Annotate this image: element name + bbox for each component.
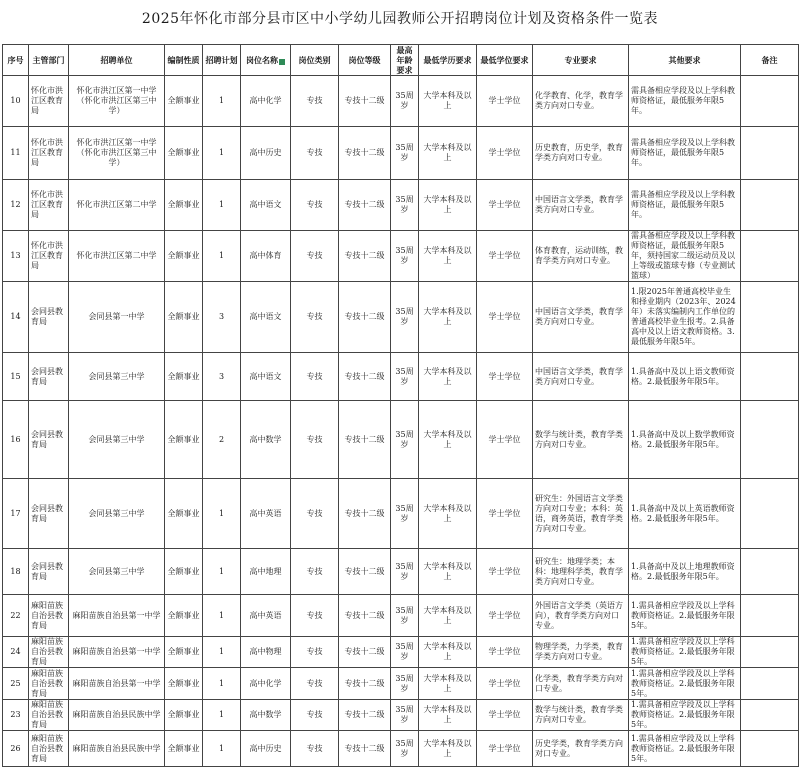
table-cell-age: 35周岁 xyxy=(391,401,419,479)
table-cell-degree: 学士学位 xyxy=(477,700,533,731)
table-cell-other: 1.需具备相应学段及以上学科教师资格证。2.最低服务年限5年。 xyxy=(629,700,741,731)
table-cell-age: 35周岁 xyxy=(391,668,419,700)
table-cell-cat: 专技 xyxy=(291,180,339,231)
table-cell-degree: 学士学位 xyxy=(477,401,533,479)
table-cell-note xyxy=(741,231,799,282)
table-cell-age: 35周岁 xyxy=(391,637,419,668)
table-cell-major: 外国语言文学类（英语方向），教育学类方向对口专业。 xyxy=(533,595,629,637)
table-cell-type: 全额事业 xyxy=(165,401,203,479)
table-cell-no: 17 xyxy=(3,479,29,549)
table-cell-age: 35周岁 xyxy=(391,231,419,282)
table-cell-unit: 麻阳苗族自治县第一中学 xyxy=(69,668,165,700)
table-cell-no: 24 xyxy=(3,637,29,668)
table-cell-other: 1.需具备相应学段及以上学科教师资格证。2.最低服务年限5年。 xyxy=(629,595,741,637)
header-cell: 招聘单位 xyxy=(69,45,165,76)
table-cell-unit: 会同县第一中学 xyxy=(69,282,165,353)
table-cell-cat: 专技 xyxy=(291,637,339,668)
table-cell-no: 10 xyxy=(3,76,29,127)
table-cell-plan: 1 xyxy=(203,731,241,767)
table-cell-dept: 怀化市洪江区教育局 xyxy=(29,231,69,282)
table-cell-type: 全额事业 xyxy=(165,479,203,549)
table-cell-plan: 1 xyxy=(203,595,241,637)
table-cell-plan: 1 xyxy=(203,231,241,282)
table-cell-level: 专技十二级 xyxy=(339,282,391,353)
table-cell-post: 高中地理 xyxy=(241,549,291,595)
table-cell-type: 全额事业 xyxy=(165,731,203,767)
table-cell-cat: 专技 xyxy=(291,76,339,127)
table-cell-level: 专技十二级 xyxy=(339,231,391,282)
table-cell-other: 1.具备高中及以上数学教师资格。2.最低服务年限5年。 xyxy=(629,401,741,479)
table-cell-dept: 怀化市洪江区教育局 xyxy=(29,127,69,180)
header-cell: 最低学位要求 xyxy=(477,45,533,76)
table-cell-edu: 大学本科及以上 xyxy=(419,231,477,282)
table-cell-edu: 大学本科及以上 xyxy=(419,479,477,549)
table-cell-note xyxy=(741,731,799,767)
table-cell-note xyxy=(741,76,799,127)
table-cell-degree: 学士学位 xyxy=(477,549,533,595)
table-cell-level: 专技十二级 xyxy=(339,700,391,731)
table-row xyxy=(3,353,799,401)
table-cell-plan: 3 xyxy=(203,353,241,401)
table-cell-no: 26 xyxy=(3,731,29,767)
table-cell-type: 全额事业 xyxy=(165,668,203,700)
table-cell-plan: 1 xyxy=(203,668,241,700)
table-cell-cat: 专技 xyxy=(291,700,339,731)
header-cell-label: 岗位名称 xyxy=(246,55,278,65)
table-cell-note xyxy=(741,595,799,637)
table-cell-note xyxy=(741,637,799,668)
table-cell-age: 35周岁 xyxy=(391,595,419,637)
table-cell-post: 高中物理 xyxy=(241,637,291,668)
table-cell-type: 全额事业 xyxy=(165,700,203,731)
table-cell-no: 11 xyxy=(3,127,29,180)
table-cell-level: 专技十二级 xyxy=(339,731,391,767)
table-cell-cat: 专技 xyxy=(291,401,339,479)
table-cell-level: 专技十二级 xyxy=(339,127,391,180)
table-cell-no: 12 xyxy=(3,180,29,231)
table-cell-post: 高中数学 xyxy=(241,700,291,731)
table-cell-degree: 学士学位 xyxy=(477,231,533,282)
table-cell-other: 1.需具备相应学段及以上学科教师资格证。2.最低服务年限5年。 xyxy=(629,668,741,700)
table-cell-unit: 会同县第三中学 xyxy=(69,401,165,479)
header-cell: 序号 xyxy=(3,45,29,76)
table-cell-level: 专技十二级 xyxy=(339,180,391,231)
table-cell-level: 专技十二级 xyxy=(339,668,391,700)
table-cell-unit: 会同县第三中学 xyxy=(69,353,165,401)
table-cell-type: 全额事业 xyxy=(165,595,203,637)
table-cell-other: 需具备相应学段及以上学科教师资格证，最低服务年限5年。 xyxy=(629,127,741,180)
table-cell-edu: 大学本科及以上 xyxy=(419,353,477,401)
table-cell-other: 1.具备高中及以上地理教师资格。2.最低服务年限5年。 xyxy=(629,549,741,595)
table-cell-dept: 麻阳苗族自治县教育局 xyxy=(29,700,69,731)
table-cell-age: 35周岁 xyxy=(391,731,419,767)
header-row xyxy=(3,45,799,76)
table-cell-post: 高中语文 xyxy=(241,282,291,353)
table-cell-post: 高中体育 xyxy=(241,231,291,282)
table-cell-age: 35周岁 xyxy=(391,353,419,401)
table-cell-note xyxy=(741,180,799,231)
table-cell-dept: 会同县教育局 xyxy=(29,479,69,549)
table-cell-dept: 怀化市洪江区教育局 xyxy=(29,76,69,127)
table-row xyxy=(3,76,799,127)
table-cell-other: 需具备相应学段及以上学科教师资格证，最低服务年限5年，须持国家二级运动员及以上等级或篮球专修（专业测试篮球） xyxy=(629,231,741,282)
header-cell: 最高年龄要求 xyxy=(391,45,419,76)
table-cell-post: 高中数学 xyxy=(241,401,291,479)
header-cell: 岗位类别 xyxy=(291,45,339,76)
table-cell-dept: 麻阳苗族自治县教育局 xyxy=(29,731,69,767)
table-cell-degree: 学士学位 xyxy=(477,668,533,700)
table-row xyxy=(3,231,799,282)
table-cell-age: 35周岁 xyxy=(391,282,419,353)
table-cell-degree: 学士学位 xyxy=(477,479,533,549)
table-cell-no: 15 xyxy=(3,353,29,401)
table-cell-degree: 学士学位 xyxy=(477,353,533,401)
table-row xyxy=(3,549,799,595)
table-cell-major: 体育教育，运动训练，教育学类方向对口专业。 xyxy=(533,231,629,282)
table-cell-no: 18 xyxy=(3,549,29,595)
table-cell-level: 专技十二级 xyxy=(339,549,391,595)
table-row xyxy=(3,401,799,479)
table-cell-plan: 1 xyxy=(203,700,241,731)
header-cell: 招聘计划 xyxy=(203,45,241,76)
header-cell: 最低学历要求 xyxy=(419,45,477,76)
table-cell-degree: 学士学位 xyxy=(477,595,533,637)
table-cell-dept: 麻阳苗族自治县教育局 xyxy=(29,668,69,700)
table-cell-cat: 专技 xyxy=(291,549,339,595)
table-cell-edu: 大学本科及以上 xyxy=(419,282,477,353)
table-cell-type: 全额事业 xyxy=(165,231,203,282)
table-cell-edu: 大学本科及以上 xyxy=(419,401,477,479)
table-cell-unit: 怀化市洪江区第一中学（怀化市洪江区第三中学） xyxy=(69,76,165,127)
table-cell-edu: 大学本科及以上 xyxy=(419,127,477,180)
table-cell-cat: 专技 xyxy=(291,231,339,282)
header-cell: 主管部门 xyxy=(29,45,69,76)
table-cell-other: 1.具备高中及以上语文教师资格。2.最低服务年限5年。 xyxy=(629,353,741,401)
table-row xyxy=(3,637,799,668)
table-cell-plan: 1 xyxy=(203,127,241,180)
table-cell-dept: 会同县教育局 xyxy=(29,401,69,479)
table-cell-edu: 大学本科及以上 xyxy=(419,180,477,231)
table-cell-unit: 怀化市洪江区第二中学 xyxy=(69,180,165,231)
table-cell-degree: 学士学位 xyxy=(477,731,533,767)
table-cell-cat: 专技 xyxy=(291,731,339,767)
table-cell-unit: 麻阳苗族自治县第一中学 xyxy=(69,595,165,637)
table-cell-cat: 专技 xyxy=(291,282,339,353)
table-cell-level: 专技十二级 xyxy=(339,595,391,637)
table-cell-major: 物理学类，力学类，教育学类方向对口专业。 xyxy=(533,637,629,668)
table-row xyxy=(3,700,799,731)
table-row xyxy=(3,479,799,549)
table-cell-edu: 大学本科及以上 xyxy=(419,668,477,700)
table-cell-age: 35周岁 xyxy=(391,479,419,549)
table-cell-level: 专技十二级 xyxy=(339,76,391,127)
table-cell-major: 研究生：外国语言文学类方向对口专业；本科：英语，商务英语，教育学类方向对口专业。 xyxy=(533,479,629,549)
table-cell-cat: 专技 xyxy=(291,595,339,637)
table-cell-post: 高中历史 xyxy=(241,731,291,767)
table-cell-type: 全额事业 xyxy=(165,76,203,127)
table-cell-unit: 麻阳苗族自治县民族中学 xyxy=(69,700,165,731)
table-cell-dept: 怀化市洪江区教育局 xyxy=(29,180,69,231)
table-cell-other: 1.需具备相应学段及以上学科教师资格证。2.最低服务年限5年。 xyxy=(629,731,741,767)
table-cell-type: 全额事业 xyxy=(165,127,203,180)
table-row xyxy=(3,731,799,767)
header-cell: 专业要求 xyxy=(533,45,629,76)
header-cell: 岗位等级 xyxy=(339,45,391,76)
table-cell-age: 35周岁 xyxy=(391,549,419,595)
table-cell-other: 1.具备高中及以上英语教师资格。2.最低服务年限5年。 xyxy=(629,479,741,549)
table-cell-post: 高中历史 xyxy=(241,127,291,180)
table-cell-major: 历史学类，教育学类方向对口专业。 xyxy=(533,731,629,767)
table-cell-note xyxy=(741,700,799,731)
table-row xyxy=(3,180,799,231)
table-cell-degree: 学士学位 xyxy=(477,127,533,180)
table-cell-no: 14 xyxy=(3,282,29,353)
table-cell-type: 全额事业 xyxy=(165,549,203,595)
table-cell-note xyxy=(741,282,799,353)
table-cell-no: 13 xyxy=(3,231,29,282)
table-cell-type: 全额事业 xyxy=(165,637,203,668)
table-cell-edu: 大学本科及以上 xyxy=(419,700,477,731)
table-cell-note xyxy=(741,668,799,700)
table-cell-unit: 怀化市洪江区第一中学（怀化市洪江区第三中学） xyxy=(69,127,165,180)
table-cell-plan: 2 xyxy=(203,401,241,479)
table-row xyxy=(3,595,799,637)
table-cell-post: 高中英语 xyxy=(241,595,291,637)
table-cell-other: 需具备相应学段及以上学科教师资格证，最低服务年限5年。 xyxy=(629,180,741,231)
table-cell-note xyxy=(741,127,799,180)
table-cell-dept: 会同县教育局 xyxy=(29,353,69,401)
table-cell-edu: 大学本科及以上 xyxy=(419,595,477,637)
table-cell-degree: 学士学位 xyxy=(477,180,533,231)
table-cell-plan: 1 xyxy=(203,479,241,549)
table-cell-edu: 大学本科及以上 xyxy=(419,76,477,127)
table-cell-plan: 1 xyxy=(203,637,241,668)
table-cell-dept: 会同县教育局 xyxy=(29,282,69,353)
header-cell xyxy=(241,45,291,76)
table-cell-major: 研究生：地理学类；本科：地理科学类，教育学类方向对口专业。 xyxy=(533,549,629,595)
table-cell-age: 35周岁 xyxy=(391,76,419,127)
table-cell-unit: 会同县第三中学 xyxy=(69,479,165,549)
table-cell-edu: 大学本科及以上 xyxy=(419,637,477,668)
document-title: 2025年怀化市部分县市区中小学幼儿园教师公开招聘岗位计划及资格条件一览表 xyxy=(141,11,659,27)
table-cell-other: 1.限2025年普通高校毕业生和择业期内（2023年、2024年）未落实编制内工作单位的普通高校毕业生报考。2.具备高中及以上语文教师资格。3.最低服务年限5年。 xyxy=(629,282,741,353)
table-cell-unit: 麻阳苗族自治县民族中学 xyxy=(69,731,165,767)
table-cell-note xyxy=(741,479,799,549)
table-cell-cat: 专技 xyxy=(291,479,339,549)
table-cell-other: 1.需具备相应学段及以上学科教师资格证。2.最低服务年限5年。 xyxy=(629,637,741,668)
table-cell-major: 数学与统计类，教育学类方向对口专业。 xyxy=(533,401,629,479)
table-cell-type: 全额事业 xyxy=(165,282,203,353)
table-cell-plan: 3 xyxy=(203,282,241,353)
table-cell-level: 专技十二级 xyxy=(339,401,391,479)
table-cell-degree: 学士学位 xyxy=(477,76,533,127)
table-cell-no: 16 xyxy=(3,401,29,479)
header-cell: 其他要求 xyxy=(629,45,741,76)
table-cell-unit: 会同县第三中学 xyxy=(69,549,165,595)
table-cell-edu: 大学本科及以上 xyxy=(419,549,477,595)
table-cell-dept: 会同县教育局 xyxy=(29,549,69,595)
table-cell-no: 25 xyxy=(3,668,29,700)
table-cell-level: 专技十二级 xyxy=(339,637,391,668)
table-row xyxy=(3,127,799,180)
table-cell-age: 35周岁 xyxy=(391,127,419,180)
table-cell-dept: 麻阳苗族自治县教育局 xyxy=(29,637,69,668)
table-cell-post: 高中英语 xyxy=(241,479,291,549)
recruitment-table xyxy=(2,44,799,767)
table-cell-note xyxy=(741,401,799,479)
table-cell-major: 数学与统计类，教育学类方向对口专业。 xyxy=(533,700,629,731)
table-cell-post: 高中语文 xyxy=(241,180,291,231)
table-cell-level: 专技十二级 xyxy=(339,353,391,401)
table-cell-type: 全额事业 xyxy=(165,180,203,231)
table-cell-plan: 1 xyxy=(203,180,241,231)
table-cell-major: 中国语言文学类，教育学类方向对口专业。 xyxy=(533,353,629,401)
header-cell: 编制性质 xyxy=(165,45,203,76)
table-cell-note xyxy=(741,353,799,401)
table-cell-major: 化学类，教育学类方向对口专业。 xyxy=(533,668,629,700)
table-cell-unit: 麻阳苗族自治县第一中学 xyxy=(69,637,165,668)
table-cell-degree: 学士学位 xyxy=(477,282,533,353)
table-cell-age: 35周岁 xyxy=(391,180,419,231)
table-cell-note xyxy=(741,549,799,595)
table-cell-plan: 1 xyxy=(203,549,241,595)
table-cell-post: 高中语文 xyxy=(241,353,291,401)
table-cell-post: 高中化学 xyxy=(241,76,291,127)
table-cell-major: 历史教育，历史学，教育学类方向对口专业。 xyxy=(533,127,629,180)
table-cell-dept: 麻阳苗族自治县教育局 xyxy=(29,595,69,637)
table-cell-cat: 专技 xyxy=(291,353,339,401)
table-cell-edu: 大学本科及以上 xyxy=(419,731,477,767)
table-cell-post: 高中化学 xyxy=(241,668,291,700)
table-cell-age: 35周岁 xyxy=(391,700,419,731)
filter-icon[interactable] xyxy=(279,59,285,65)
table-cell-cat: 专技 xyxy=(291,668,339,700)
table-cell-other: 需具备相应学段及以上学科教师资格证，最低服务年限5年。 xyxy=(629,76,741,127)
table-cell-degree: 学士学位 xyxy=(477,637,533,668)
table-cell-unit: 怀化市洪江区第二中学 xyxy=(69,231,165,282)
table-cell-major: 中国语言文学类，教育学类方向对口专业。 xyxy=(533,282,629,353)
table-cell-plan: 1 xyxy=(203,76,241,127)
table-row xyxy=(3,668,799,700)
table-cell-no: 23 xyxy=(3,700,29,731)
header-cell: 备注 xyxy=(741,45,799,76)
table-row xyxy=(3,282,799,353)
table-cell-no: 22 xyxy=(3,595,29,637)
table-cell-level: 专技十二级 xyxy=(339,479,391,549)
table-cell-cat: 专技 xyxy=(291,127,339,180)
table-cell-major: 中国语言文学类，教育学类方向对口专业。 xyxy=(533,180,629,231)
table-cell-type: 全额事业 xyxy=(165,353,203,401)
table-cell-major: 化学教育、化学，教育学类方向对口专业。 xyxy=(533,76,629,127)
